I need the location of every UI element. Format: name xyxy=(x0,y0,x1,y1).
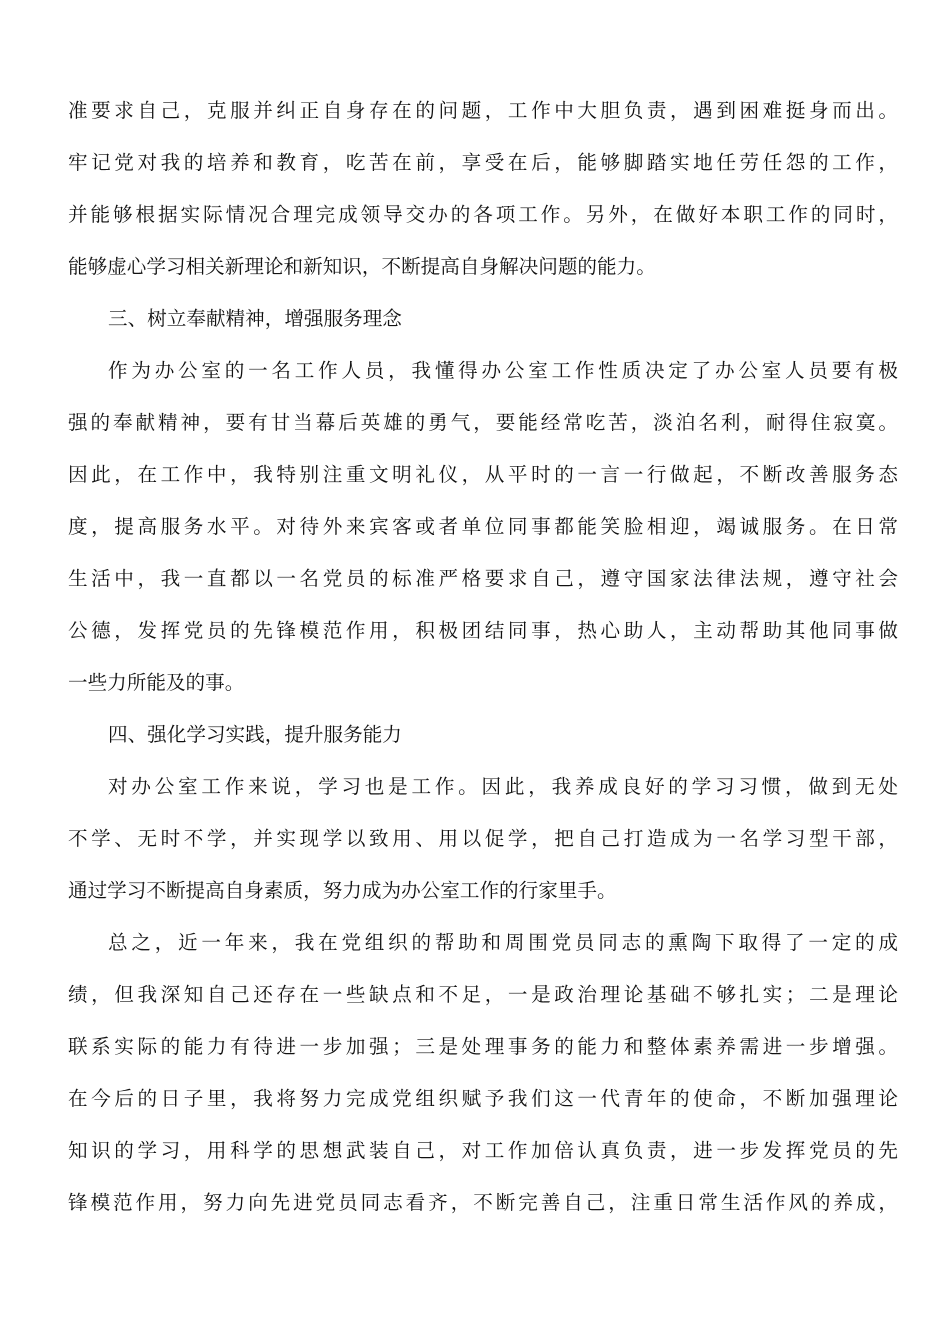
text-line: 通过学习不断提高自身素质，努力成为办公室工作的行家里手。 xyxy=(68,879,617,902)
text-line: 总之，近一年来，我在党组织的帮助和周围党员同志的熏陶下取得了一定的成 xyxy=(108,931,898,954)
text-line: 度，提高服务水平。对待外来宾客或者单位同事都能笑脸相迎，竭诚服务。在日常 xyxy=(68,515,898,538)
text-line: 公德，发挥党员的先锋模范作用，积极团结同事，热心助人，主动帮助其他同事做 xyxy=(68,619,898,642)
text-line: 在今后的日子里，我将努力完成党组织赋予我们这一代青年的使命，不断加强理论 xyxy=(68,1087,898,1110)
section-heading: 三、树立奉献精神，增强服务理念 xyxy=(108,307,402,330)
text-line: 准要求自己，克服并纠正自身存在的问题，工作中大胆负责，遇到困难挺身而出。 xyxy=(68,99,898,122)
text-line: 锋模范作用，努力向先进党员同志看齐，不断完善自己，注重日常生活作风的养成， xyxy=(68,1191,898,1214)
text-line: 绩，但我深知自己还存在一些缺点和不足，一是政治理论基础不够扎实；二是理论 xyxy=(68,983,898,1006)
text-line: 对办公室工作来说，学习也是工作。因此，我养成良好的学习习惯，做到无处 xyxy=(108,775,898,798)
text-line: 一些力所能及的事。 xyxy=(68,671,245,694)
text-line: 因此，在工作中，我特别注重文明礼仪，从平时的一言一行做起，不断改善服务态 xyxy=(68,463,898,486)
text-line: 知识的学习，用科学的思想武装自己，对工作加倍认真负责，进一步发挥党员的先 xyxy=(68,1139,898,1162)
text-line: 能够虚心学习相关新理论和新知识，不断提高自身解决问题的能力。 xyxy=(68,255,656,278)
text-line: 不学、无时不学，并实现学以致用、用以促学，把自己打造成为一名学习型干部， xyxy=(68,827,898,850)
text-line: 生活中，我一直都以一名党员的标准严格要求自己，遵守国家法律法规，遵守社会 xyxy=(68,567,898,590)
text-line: 并能够根据实际情况合理完成领导交办的各项工作。另外，在做好本职工作的同时， xyxy=(68,203,898,226)
text-line: 作为办公室的一名工作人员，我懂得办公室工作性质决定了办公室人员要有极 xyxy=(108,359,898,382)
text-line: 牢记党对我的培养和教育，吃苦在前，享受在后，能够脚踏实地任劳任怨的工作， xyxy=(68,151,898,174)
section-heading: 四、强化学习实践，提升服务能力 xyxy=(108,723,402,746)
text-line: 强的奉献精神，要有甘当幕后英雄的勇气，要能经常吃苦，淡泊名利，耐得住寂寞。 xyxy=(68,411,898,434)
text-line: 联系实际的能力有待进一步加强；三是处理事务的能力和整体素养需进一步增强。 xyxy=(68,1035,898,1058)
